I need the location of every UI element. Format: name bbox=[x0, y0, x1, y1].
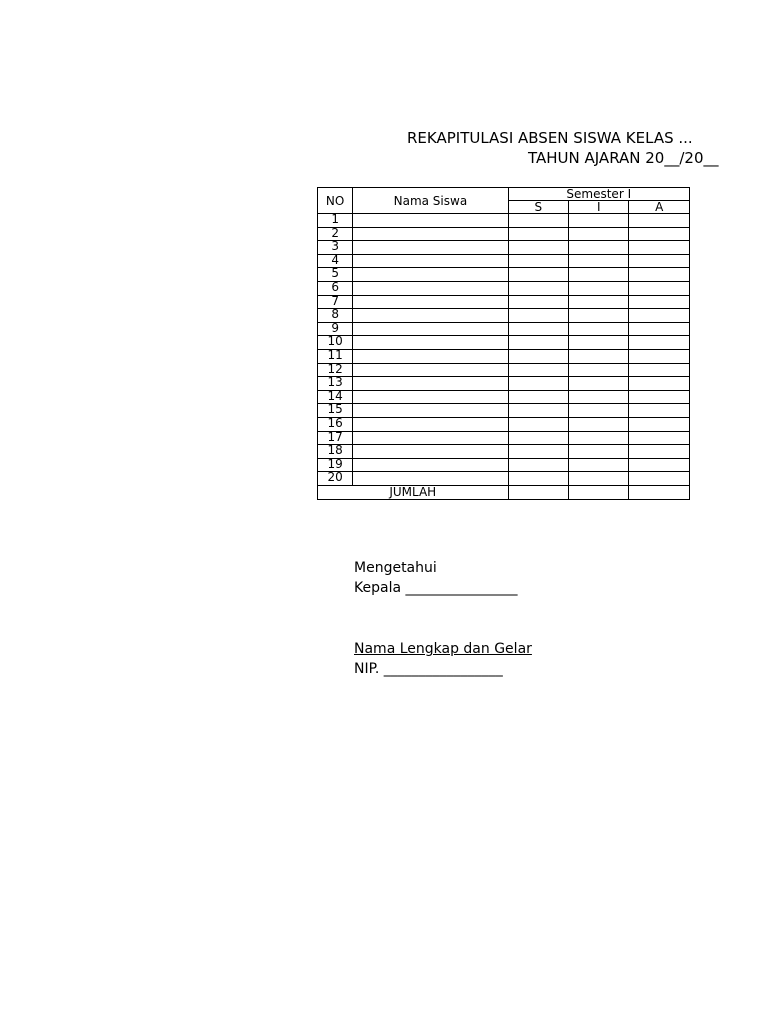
row-number: 10 bbox=[318, 336, 353, 350]
row-number: 18 bbox=[318, 445, 353, 459]
row-number: 11 bbox=[318, 349, 353, 363]
permission-cell[interactable] bbox=[568, 363, 628, 377]
row-number: 8 bbox=[318, 309, 353, 323]
sick-cell[interactable] bbox=[508, 336, 568, 350]
sick-cell[interactable] bbox=[508, 445, 568, 459]
sick-cell[interactable] bbox=[508, 281, 568, 295]
document-title: REKAPITULASI ABSEN SISWA KELAS ... bbox=[407, 129, 693, 147]
student-name-cell[interactable] bbox=[353, 214, 508, 228]
absent-cell[interactable] bbox=[629, 322, 690, 336]
student-name-cell[interactable] bbox=[353, 417, 508, 431]
table-row bbox=[318, 268, 690, 282]
table-row bbox=[318, 322, 690, 336]
sick-cell[interactable] bbox=[508, 214, 568, 228]
student-name-cell[interactable] bbox=[353, 431, 508, 445]
academic-year-title: TAHUN AJARAN 20__/20__ bbox=[528, 149, 719, 167]
absent-cell[interactable] bbox=[629, 472, 690, 486]
absent-cell[interactable] bbox=[629, 268, 690, 282]
principal-name: Nama Lengkap dan Gelar bbox=[354, 641, 532, 657]
header-permission: I bbox=[568, 201, 628, 214]
absent-cell[interactable] bbox=[629, 349, 690, 363]
sick-cell[interactable] bbox=[508, 431, 568, 445]
total-absent-cell[interactable] bbox=[629, 485, 690, 499]
row-number: 1 bbox=[318, 214, 353, 228]
sick-cell[interactable] bbox=[508, 458, 568, 472]
student-name-cell[interactable] bbox=[353, 445, 508, 459]
row-number: 7 bbox=[318, 295, 353, 309]
total-label: JUMLAH bbox=[318, 485, 509, 499]
permission-cell[interactable] bbox=[568, 227, 628, 241]
student-name-cell[interactable] bbox=[353, 254, 508, 268]
table-row bbox=[318, 377, 690, 391]
permission-cell[interactable] bbox=[568, 295, 628, 309]
permission-cell[interactable] bbox=[568, 458, 628, 472]
row-number: 12 bbox=[318, 363, 353, 377]
permission-cell[interactable] bbox=[568, 404, 628, 418]
permission-cell[interactable] bbox=[568, 268, 628, 282]
table-row bbox=[318, 404, 690, 418]
principal-position: Kepala ________________ bbox=[354, 580, 518, 596]
sick-cell[interactable] bbox=[508, 472, 568, 486]
sick-cell[interactable] bbox=[508, 417, 568, 431]
table-row bbox=[318, 458, 690, 472]
absent-cell[interactable] bbox=[629, 417, 690, 431]
absent-cell[interactable] bbox=[629, 390, 690, 404]
student-name-cell[interactable] bbox=[353, 390, 508, 404]
permission-cell[interactable] bbox=[568, 417, 628, 431]
total-permission-cell[interactable] bbox=[568, 485, 628, 499]
table-row bbox=[318, 295, 690, 309]
header-name: Nama Siswa bbox=[353, 188, 508, 214]
row-number: 9 bbox=[318, 322, 353, 336]
row-number: 13 bbox=[318, 377, 353, 391]
sick-cell[interactable] bbox=[508, 254, 568, 268]
permission-cell[interactable] bbox=[568, 309, 628, 323]
absent-cell[interactable] bbox=[629, 214, 690, 228]
permission-cell[interactable] bbox=[568, 390, 628, 404]
row-number: 3 bbox=[318, 241, 353, 255]
sick-cell[interactable] bbox=[508, 268, 568, 282]
table-row bbox=[318, 390, 690, 404]
table-row bbox=[318, 309, 690, 323]
student-name-cell[interactable] bbox=[353, 309, 508, 323]
table-row bbox=[318, 254, 690, 268]
permission-cell[interactable] bbox=[568, 377, 628, 391]
acknowledge-label: Mengetahui bbox=[354, 560, 437, 576]
row-number: 19 bbox=[318, 458, 353, 472]
sick-cell[interactable] bbox=[508, 390, 568, 404]
row-number: 2 bbox=[318, 227, 353, 241]
header-no: NO bbox=[318, 188, 353, 214]
permission-cell[interactable] bbox=[568, 214, 628, 228]
sick-cell[interactable] bbox=[508, 241, 568, 255]
permission-cell[interactable] bbox=[568, 336, 628, 350]
sick-cell[interactable] bbox=[508, 377, 568, 391]
permission-cell[interactable] bbox=[568, 241, 628, 255]
permission-cell[interactable] bbox=[568, 281, 628, 295]
sick-cell[interactable] bbox=[508, 322, 568, 336]
table-row bbox=[318, 349, 690, 363]
student-name-cell[interactable] bbox=[353, 404, 508, 418]
header-absent: A bbox=[629, 201, 690, 214]
permission-cell[interactable] bbox=[568, 349, 628, 363]
student-name-cell[interactable] bbox=[353, 227, 508, 241]
table-row bbox=[318, 431, 690, 445]
permission-cell[interactable] bbox=[568, 254, 628, 268]
sick-cell[interactable] bbox=[508, 309, 568, 323]
absent-cell[interactable] bbox=[629, 445, 690, 459]
sick-cell[interactable] bbox=[508, 363, 568, 377]
student-name-cell[interactable] bbox=[353, 349, 508, 363]
row-number: 20 bbox=[318, 472, 353, 486]
row-number: 4 bbox=[318, 254, 353, 268]
sick-cell[interactable] bbox=[508, 227, 568, 241]
absent-cell[interactable] bbox=[629, 295, 690, 309]
table-row bbox=[318, 241, 690, 255]
absent-cell[interactable] bbox=[629, 309, 690, 323]
student-name-cell[interactable] bbox=[353, 295, 508, 309]
table-row bbox=[318, 336, 690, 350]
table-row bbox=[318, 214, 690, 228]
absent-cell[interactable] bbox=[629, 377, 690, 391]
student-name-cell[interactable] bbox=[353, 458, 508, 472]
row-number: 16 bbox=[318, 417, 353, 431]
student-name-cell[interactable] bbox=[353, 322, 508, 336]
permission-cell[interactable] bbox=[568, 472, 628, 486]
student-name-cell[interactable] bbox=[353, 336, 508, 350]
student-name-cell[interactable] bbox=[353, 241, 508, 255]
table-row bbox=[318, 363, 690, 377]
principal-nip: NIP. _________________ bbox=[354, 661, 503, 677]
student-name-cell[interactable] bbox=[353, 363, 508, 377]
student-name-cell[interactable] bbox=[353, 268, 508, 282]
absent-cell[interactable] bbox=[629, 254, 690, 268]
sick-cell[interactable] bbox=[508, 349, 568, 363]
permission-cell[interactable] bbox=[568, 445, 628, 459]
row-number: 6 bbox=[318, 281, 353, 295]
absent-cell[interactable] bbox=[629, 336, 690, 350]
absent-cell[interactable] bbox=[629, 227, 690, 241]
absent-cell[interactable] bbox=[629, 404, 690, 418]
table-row bbox=[318, 445, 690, 459]
attendance-table bbox=[317, 187, 690, 500]
header-semester: Semester I bbox=[508, 188, 689, 201]
row-number: 15 bbox=[318, 404, 353, 418]
total-sick-cell[interactable] bbox=[508, 485, 568, 499]
row-number: 17 bbox=[318, 431, 353, 445]
table-row bbox=[318, 417, 690, 431]
absent-cell[interactable] bbox=[629, 431, 690, 445]
table-row bbox=[318, 472, 690, 486]
row-number: 14 bbox=[318, 390, 353, 404]
absent-cell[interactable] bbox=[629, 458, 690, 472]
header-sick: S bbox=[508, 201, 568, 214]
permission-cell[interactable] bbox=[568, 431, 628, 445]
table-row bbox=[318, 227, 690, 241]
student-name-cell[interactable] bbox=[353, 281, 508, 295]
absent-cell[interactable] bbox=[629, 363, 690, 377]
student-name-cell[interactable] bbox=[353, 472, 508, 486]
row-number: 5 bbox=[318, 268, 353, 282]
sick-cell[interactable] bbox=[508, 404, 568, 418]
permission-cell[interactable] bbox=[568, 322, 628, 336]
absent-cell[interactable] bbox=[629, 241, 690, 255]
student-name-cell[interactable] bbox=[353, 377, 508, 391]
total-row bbox=[318, 485, 690, 499]
sick-cell[interactable] bbox=[508, 295, 568, 309]
absent-cell[interactable] bbox=[629, 281, 690, 295]
table-row bbox=[318, 281, 690, 295]
